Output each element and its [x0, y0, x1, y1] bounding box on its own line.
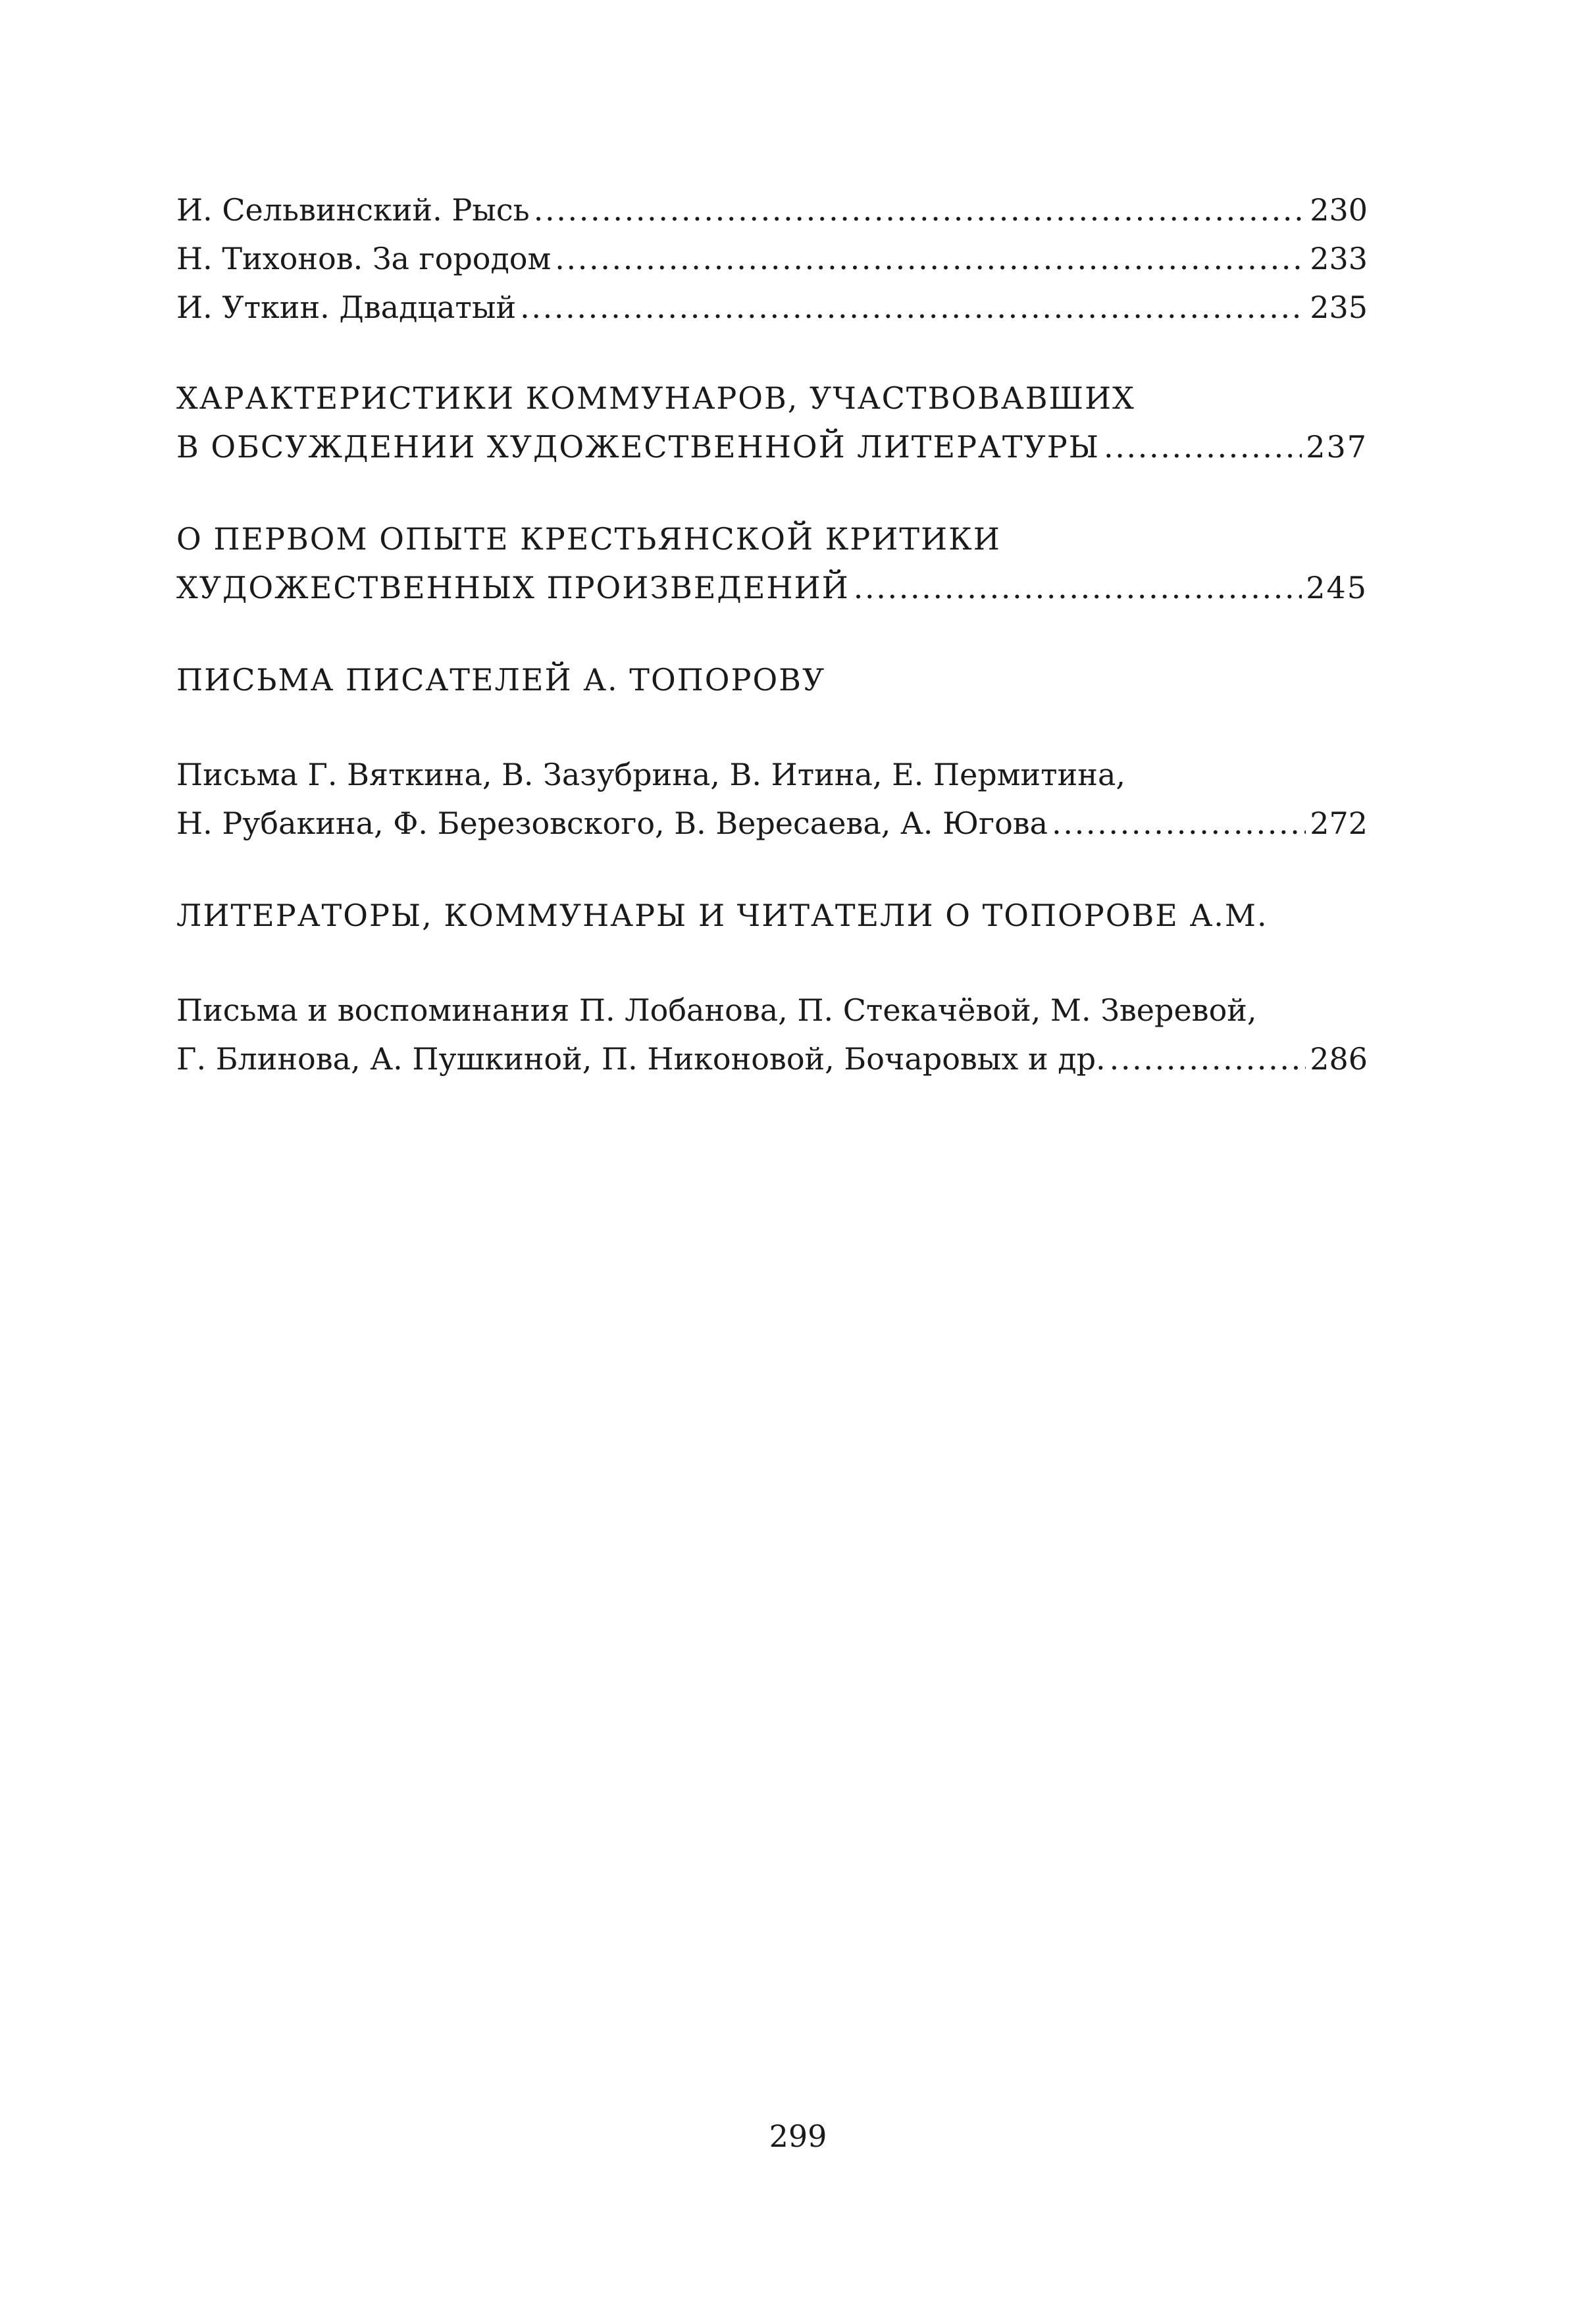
section-heading-line: [176, 374, 1368, 423]
dot-leader: [854, 563, 1302, 612]
toc-entry-page: 286: [1310, 1041, 1368, 1077]
toc-entry-title: Н. Рубакина, Ф. Березовского, В. Вересаева, А. Югова: [176, 806, 1048, 841]
spacer: [176, 848, 1368, 891]
toc-entry-page: 245: [1306, 570, 1368, 605]
toc-entry: [176, 186, 1368, 234]
spacer: [176, 940, 1368, 986]
dot-leader: [1110, 1035, 1306, 1083]
toc-entry-title: Письма и воспоминания П. Лобанова, П. Стекачёвой, М. Зверевой,: [176, 992, 1257, 1028]
section-heading-text: ХАРАКТЕРИСТИКИ КОММУНАРОВ, УЧАСТВОВАВШИХ: [176, 380, 1135, 416]
toc-entry-title: И. Уткин. Двадцатый: [176, 290, 517, 325]
section-heading: [176, 655, 1368, 704]
toc-entry-page: 237: [1306, 429, 1368, 465]
toc-entry-line: [176, 799, 1368, 848]
spacer: [176, 471, 1368, 515]
section-heading-text: О ПЕРВОМ ОПЫТЕ КРЕСТЬЯНСКОЙ КРИТИКИ: [176, 521, 1001, 557]
section-heading-line: [176, 563, 1368, 612]
section-heading-text: ЛИТЕРАТОРЫ, КОММУНАРЫ И ЧИТАТЕЛИ О ТОПОРОВЕ А.М.: [176, 898, 1268, 933]
spacer: [176, 704, 1368, 750]
toc-entry-page: 233: [1310, 241, 1368, 276]
toc-entry-page: 235: [1310, 290, 1368, 325]
spacer: [176, 612, 1368, 655]
section-heading-line: [176, 515, 1368, 563]
section-heading-line: [176, 423, 1368, 471]
toc-entry: [176, 234, 1368, 283]
section-heading: [176, 891, 1368, 940]
spacer: [176, 332, 1368, 374]
toc-entry-line: [176, 1035, 1368, 1083]
toc-entry-line: [176, 750, 1368, 799]
dot-leader: [1052, 799, 1306, 848]
section-heading-text: ПИСЬМА ПИСАТЕЛЕЙ А. ТОПОРОВУ: [176, 662, 826, 698]
section-heading-text: ХУДОЖЕСТВЕННЫХ ПРОИЗВЕДЕНИЙ: [176, 570, 850, 605]
section-heading-text: В ОБСУЖДЕНИИ ХУДОЖЕСТВЕННОЙ ЛИТЕРАТУРЫ: [176, 429, 1100, 465]
dot-leader: [1104, 423, 1302, 471]
dot-leader: [555, 234, 1306, 283]
toc-entry-line: [176, 986, 1368, 1035]
dot-leader: [520, 283, 1306, 332]
toc-entry-title: Г. Блинова, А. Пушкиной, П. Никоновой, Бочаровых и др.: [176, 1041, 1106, 1077]
toc-entry-title: И. Сельвинский. Рысь: [176, 192, 530, 228]
toc-entry-title: Н. Тихонов. За городом: [176, 241, 552, 276]
toc-entry: [176, 283, 1368, 332]
table-of-contents: [176, 186, 1368, 1083]
dot-leader: [534, 186, 1306, 234]
toc-entry-page: 272: [1310, 806, 1368, 841]
toc-entry-page: 230: [1310, 192, 1368, 228]
page-number: 299: [769, 2118, 827, 2154]
toc-entry-title: Письма Г. Вяткина, В. Зазубрина, В. Итина, Е. Пермитина,: [176, 757, 1125, 792]
